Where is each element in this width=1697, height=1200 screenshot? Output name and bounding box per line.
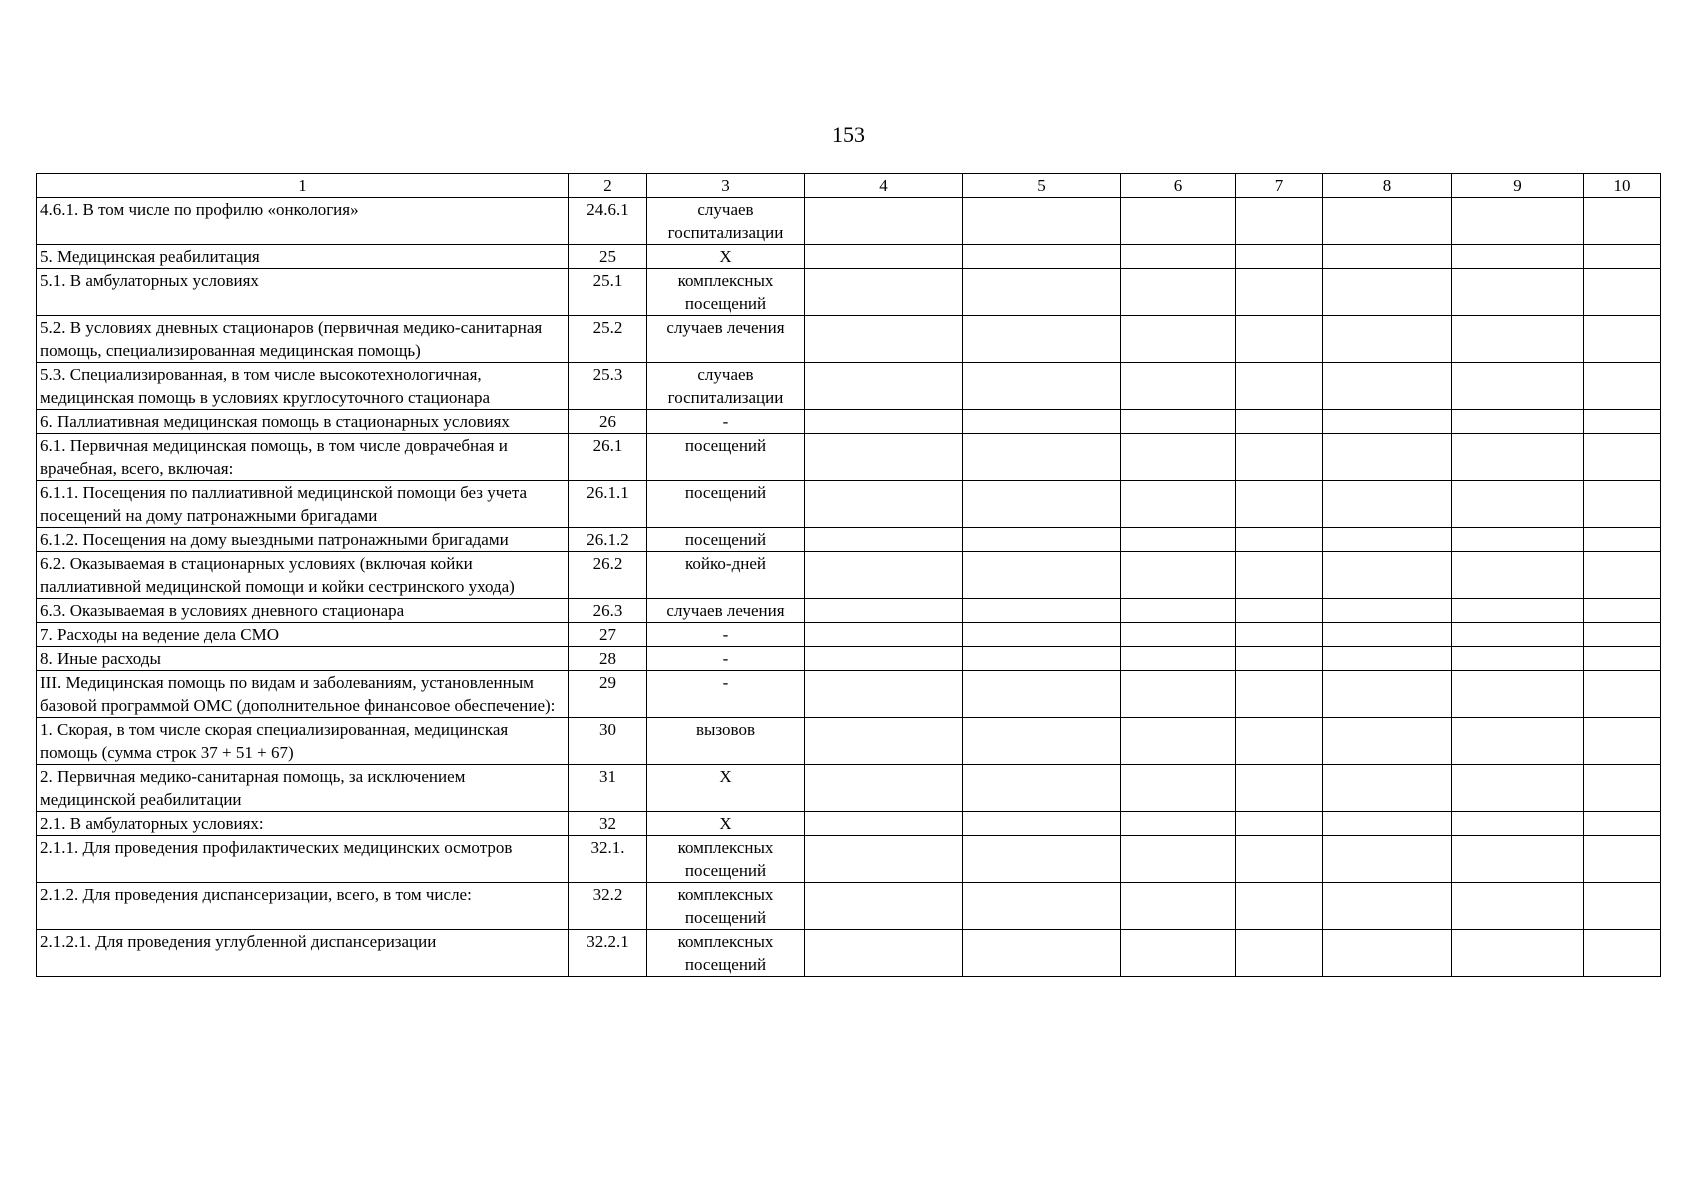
row-unit: посещений (647, 528, 805, 552)
empty-cell (1323, 930, 1452, 977)
table-row (37, 812, 1661, 836)
row-unit: комплексных посещений (647, 836, 805, 883)
empty-cell (1121, 198, 1236, 245)
empty-cell (1323, 198, 1452, 245)
empty-cell (1236, 930, 1323, 977)
row-unit: Х (647, 765, 805, 812)
table-row (37, 671, 1661, 718)
empty-cell (1121, 528, 1236, 552)
row-unit: случаев госпитализации (647, 363, 805, 410)
empty-cell (1452, 410, 1584, 434)
column-header: 4 (805, 174, 963, 198)
table-row (37, 623, 1661, 647)
row-unit: - (647, 623, 805, 647)
empty-cell (805, 765, 963, 812)
empty-cell (1584, 269, 1661, 316)
empty-cell (805, 623, 963, 647)
empty-cell (1584, 718, 1661, 765)
empty-cell (1236, 316, 1323, 363)
row-code: 26.3 (569, 599, 647, 623)
empty-cell (1121, 883, 1236, 930)
empty-cell (963, 718, 1121, 765)
empty-cell (1323, 410, 1452, 434)
empty-cell (1452, 434, 1584, 481)
empty-cell (1121, 930, 1236, 977)
empty-cell (1236, 528, 1323, 552)
row-code: 32 (569, 812, 647, 836)
row-code: 25.2 (569, 316, 647, 363)
row-name: 6.1. Первичная медицинская помощь, в том числе доврачебная и врачебная, всего, включая: (37, 434, 569, 481)
row-unit: - (647, 410, 805, 434)
empty-cell (1121, 434, 1236, 481)
empty-cell (1584, 481, 1661, 528)
empty-cell (805, 599, 963, 623)
empty-cell (805, 363, 963, 410)
empty-cell (1584, 528, 1661, 552)
row-name: 5. Медицинская реабилитация (37, 245, 569, 269)
row-name: 2.1.2.1. Для проведения углубленной диспансеризации (37, 930, 569, 977)
empty-cell (1452, 623, 1584, 647)
empty-cell (805, 269, 963, 316)
row-unit: комплексных посещений (647, 269, 805, 316)
column-header: 5 (963, 174, 1121, 198)
empty-cell (1121, 718, 1236, 765)
empty-cell (1584, 552, 1661, 599)
row-name: 6.1.2. Посещения на дому выездными патронажными бригадами (37, 528, 569, 552)
empty-cell (1236, 363, 1323, 410)
row-name: 5.1. В амбулаторных условиях (37, 269, 569, 316)
empty-cell (1452, 930, 1584, 977)
column-header: 2 (569, 174, 647, 198)
empty-cell (1452, 718, 1584, 765)
empty-cell (1323, 481, 1452, 528)
row-name: 5.3. Специализированная, в том числе высокотехнологичная, медицинская помощь в условиях круглосуточного стационара (37, 363, 569, 410)
empty-cell (1584, 836, 1661, 883)
empty-cell (805, 647, 963, 671)
column-header: 8 (1323, 174, 1452, 198)
table-row (37, 930, 1661, 977)
empty-cell (1323, 599, 1452, 623)
empty-cell (963, 363, 1121, 410)
empty-cell (1236, 552, 1323, 599)
empty-cell (963, 836, 1121, 883)
empty-cell (1584, 930, 1661, 977)
data-table (36, 173, 1661, 977)
empty-cell (1236, 410, 1323, 434)
row-code: 32.2 (569, 883, 647, 930)
empty-cell (1121, 671, 1236, 718)
row-unit: посещений (647, 434, 805, 481)
empty-cell (1452, 765, 1584, 812)
column-header: 3 (647, 174, 805, 198)
empty-cell (1452, 198, 1584, 245)
empty-cell (1452, 552, 1584, 599)
row-unit: койко-дней (647, 552, 805, 599)
empty-cell (1584, 410, 1661, 434)
empty-cell (1323, 316, 1452, 363)
empty-cell (1323, 434, 1452, 481)
row-name: 4.6.1. В том числе по профилю «онкология» (37, 198, 569, 245)
empty-cell (1121, 812, 1236, 836)
table-row (37, 765, 1661, 812)
empty-cell (963, 434, 1121, 481)
empty-cell (1323, 671, 1452, 718)
empty-cell (1584, 623, 1661, 647)
empty-cell (1452, 671, 1584, 718)
empty-cell (1121, 316, 1236, 363)
empty-cell (963, 883, 1121, 930)
empty-cell (1236, 623, 1323, 647)
empty-cell (1236, 481, 1323, 528)
empty-cell (1323, 552, 1452, 599)
empty-cell (963, 198, 1121, 245)
row-code: 26.1.2 (569, 528, 647, 552)
row-code: 32.1. (569, 836, 647, 883)
column-header: 10 (1584, 174, 1661, 198)
empty-cell (1236, 718, 1323, 765)
empty-cell (963, 623, 1121, 647)
table-row (37, 599, 1661, 623)
row-code: 27 (569, 623, 647, 647)
row-code: 28 (569, 647, 647, 671)
empty-cell (963, 671, 1121, 718)
column-header: 1 (37, 174, 569, 198)
row-code: 26 (569, 410, 647, 434)
empty-cell (1121, 552, 1236, 599)
empty-cell (1584, 647, 1661, 671)
empty-cell (1323, 623, 1452, 647)
empty-cell (1236, 836, 1323, 883)
row-unit: случаев лечения (647, 316, 805, 363)
table-row (37, 481, 1661, 528)
empty-cell (1584, 671, 1661, 718)
row-unit: случаев госпитализации (647, 198, 805, 245)
row-code: 32.2.1 (569, 930, 647, 977)
empty-cell (805, 316, 963, 363)
empty-cell (1121, 245, 1236, 269)
empty-cell (1584, 198, 1661, 245)
table-row (37, 363, 1661, 410)
row-code: 29 (569, 671, 647, 718)
empty-cell (805, 245, 963, 269)
row-name: 6. Паллиативная медицинская помощь в стационарных условиях (37, 410, 569, 434)
empty-cell (805, 718, 963, 765)
row-code: 31 (569, 765, 647, 812)
row-code: 26.1.1 (569, 481, 647, 528)
row-name: 6.3. Оказываемая в условиях дневного стационара (37, 599, 569, 623)
empty-cell (1323, 245, 1452, 269)
empty-cell (805, 836, 963, 883)
table-row (37, 269, 1661, 316)
empty-cell (805, 552, 963, 599)
empty-cell (1323, 836, 1452, 883)
empty-cell (1323, 269, 1452, 316)
empty-cell (963, 410, 1121, 434)
empty-cell (805, 883, 963, 930)
table-row (37, 245, 1661, 269)
empty-cell (1452, 528, 1584, 552)
empty-cell (805, 198, 963, 245)
empty-cell (1323, 812, 1452, 836)
empty-cell (1236, 245, 1323, 269)
column-header: 9 (1452, 174, 1584, 198)
row-code: 25 (569, 245, 647, 269)
empty-cell (1236, 599, 1323, 623)
empty-cell (1584, 812, 1661, 836)
table-row (37, 718, 1661, 765)
empty-cell (1452, 363, 1584, 410)
row-name: 2.1.1. Для проведения профилактических медицинских осмотров (37, 836, 569, 883)
empty-cell (1584, 245, 1661, 269)
empty-cell (963, 812, 1121, 836)
table-row (37, 410, 1661, 434)
empty-cell (805, 481, 963, 528)
row-name: 2.1.2. Для проведения диспансеризации, всего, в том числе: (37, 883, 569, 930)
empty-cell (1584, 883, 1661, 930)
row-unit: комплексных посещений (647, 883, 805, 930)
row-name: 1. Скорая, в том числе скорая специализированная, медицинская помощь (сумма строк 37 + 51 + 67) (37, 718, 569, 765)
empty-cell (805, 528, 963, 552)
table-row (37, 883, 1661, 930)
row-unit: случаев лечения (647, 599, 805, 623)
column-header: 7 (1236, 174, 1323, 198)
empty-cell (1584, 599, 1661, 623)
empty-cell (1323, 883, 1452, 930)
empty-cell (1452, 245, 1584, 269)
row-code: 24.6.1 (569, 198, 647, 245)
row-name: 8. Иные расходы (37, 647, 569, 671)
empty-cell (963, 552, 1121, 599)
empty-cell (1452, 269, 1584, 316)
row-code: 25.3 (569, 363, 647, 410)
empty-cell (963, 245, 1121, 269)
table-row (37, 316, 1661, 363)
empty-cell (1121, 481, 1236, 528)
empty-cell (1323, 765, 1452, 812)
table-row (37, 528, 1661, 552)
row-name: III. Медицинская помощь по видам и заболеваниям, установленным базовой программой ОМС (дополнительное финансовое обеспечение): (37, 671, 569, 718)
row-unit: - (647, 647, 805, 671)
empty-cell (1323, 647, 1452, 671)
empty-cell (1121, 363, 1236, 410)
row-name: 6.1.1. Посещения по паллиативной медицинской помощи без учета посещений на дому патронажными бригадами (37, 481, 569, 528)
empty-cell (1121, 765, 1236, 812)
empty-cell (1236, 434, 1323, 481)
row-code: 26.1 (569, 434, 647, 481)
table-header-row (37, 174, 1661, 198)
empty-cell (1236, 883, 1323, 930)
table-row (37, 647, 1661, 671)
empty-cell (805, 812, 963, 836)
empty-cell (1323, 363, 1452, 410)
empty-cell (1584, 363, 1661, 410)
row-unit: посещений (647, 481, 805, 528)
table-row (37, 198, 1661, 245)
empty-cell (1452, 883, 1584, 930)
table-row (37, 836, 1661, 883)
empty-cell (963, 269, 1121, 316)
empty-cell (1236, 647, 1323, 671)
empty-cell (1236, 198, 1323, 245)
empty-cell (805, 930, 963, 977)
row-code: 25.1 (569, 269, 647, 316)
empty-cell (805, 410, 963, 434)
empty-cell (1236, 765, 1323, 812)
empty-cell (963, 765, 1121, 812)
empty-cell (1121, 410, 1236, 434)
empty-cell (1584, 765, 1661, 812)
row-unit: - (647, 671, 805, 718)
empty-cell (1452, 836, 1584, 883)
empty-cell (1121, 269, 1236, 316)
row-name: 6.2. Оказываемая в стационарных условиях (включая койки паллиативной медицинской помощи и койки сестринского ухода) (37, 552, 569, 599)
row-name: 2.1. В амбулаторных условиях: (37, 812, 569, 836)
column-header: 6 (1121, 174, 1236, 198)
empty-cell (1323, 718, 1452, 765)
empty-cell (1121, 623, 1236, 647)
empty-cell (1236, 812, 1323, 836)
table-row (37, 434, 1661, 481)
empty-cell (1236, 671, 1323, 718)
row-name: 5.2. В условиях дневных стационаров (первичная медико-санитарная помощь, специализированная медицинская помощь) (37, 316, 569, 363)
empty-cell (1236, 269, 1323, 316)
empty-cell (1452, 812, 1584, 836)
empty-cell (1323, 528, 1452, 552)
empty-cell (963, 528, 1121, 552)
empty-cell (963, 930, 1121, 977)
empty-cell (1584, 434, 1661, 481)
empty-cell (1452, 599, 1584, 623)
empty-cell (1121, 599, 1236, 623)
empty-cell (963, 481, 1121, 528)
empty-cell (1452, 481, 1584, 528)
row-unit: комплексных посещений (647, 930, 805, 977)
empty-cell (1584, 316, 1661, 363)
row-name: 7. Расходы на ведение дела СМО (37, 623, 569, 647)
row-code: 30 (569, 718, 647, 765)
empty-cell (1121, 836, 1236, 883)
empty-cell (963, 647, 1121, 671)
empty-cell (1452, 647, 1584, 671)
empty-cell (963, 316, 1121, 363)
row-name: 2. Первичная медико-санитарная помощь, за исключением медицинской реабилитации (37, 765, 569, 812)
row-code: 26.2 (569, 552, 647, 599)
row-unit: вызовов (647, 718, 805, 765)
row-unit: Х (647, 245, 805, 269)
empty-cell (963, 599, 1121, 623)
empty-cell (1452, 316, 1584, 363)
row-unit: Х (647, 812, 805, 836)
empty-cell (805, 671, 963, 718)
empty-cell (805, 434, 963, 481)
table-row (37, 552, 1661, 599)
empty-cell (1121, 647, 1236, 671)
page-number: 153 (832, 122, 865, 147)
